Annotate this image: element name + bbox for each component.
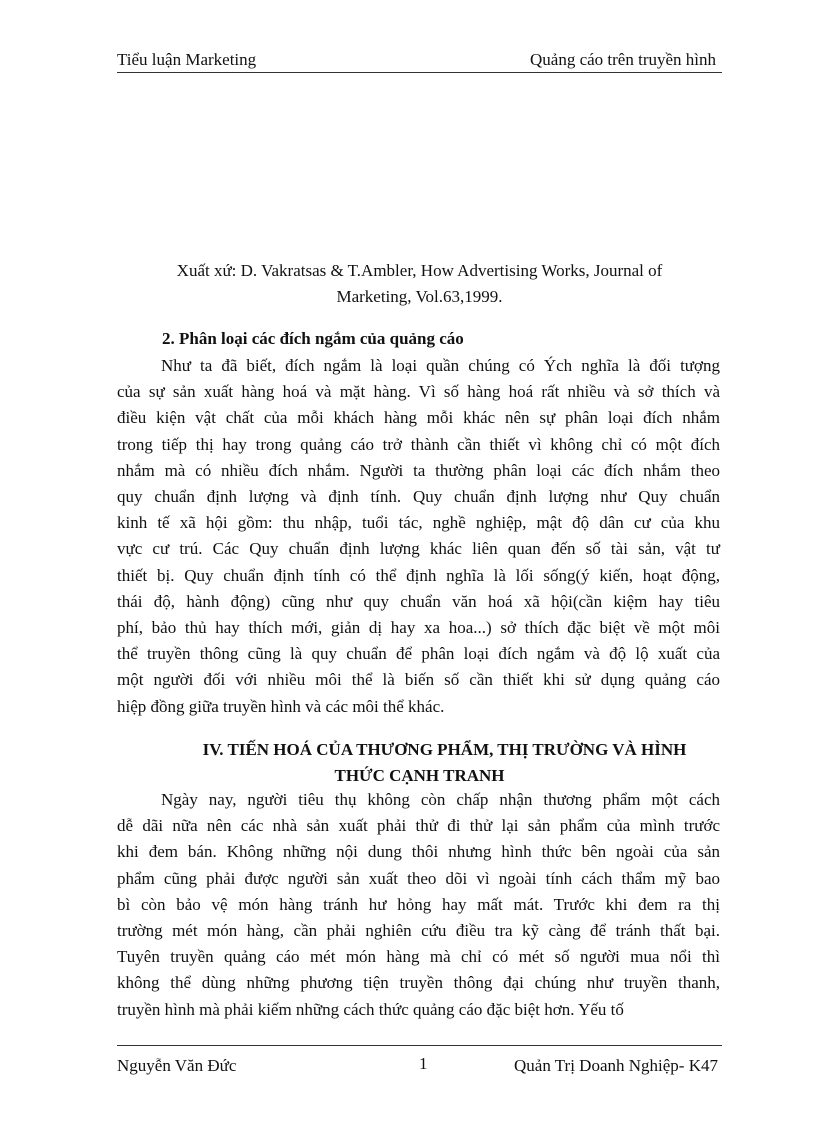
header-left: Tiểu luận Marketing [117,50,257,69]
text-line: nhắm mà có nhiều đích nhắm. Người ta thường phân loại các đích nhắm theo [117,460,720,480]
text-line: thái độ, hành động) cũng như quy chuẩn văn hoá xã hội(cần kiệm hay tiêu [117,591,720,611]
page-footer [117,1045,722,1076]
text-line: một người đối với nhiều môi thể là biến số cần thiết khi sử dụng quảng cáo [117,670,720,690]
source-line-1: Xuất xứ: D. Vakratsas & T.Ambler, How Advertising Works, Journal of [176,261,663,280]
text-line: Như ta đã biết, đích ngắm là loại quần chúng có Ých nghĩa là đối tượng [161,356,720,375]
text-line: hiệp đồng giữa truyền hình và các môi thể khác. [117,696,445,716]
footer-author: Nguyễn Văn Đức [117,1056,237,1075]
text-line: trong tiếp thị hay trong quảng cáo trở thành cần thiết vì không chỉ có một đích [117,434,720,454]
header-right: Quảng cáo trên truyền hình [530,50,716,69]
page-header [117,48,722,73]
section-4-paragraph [117,787,720,1023]
text-line: phí, bảo thủ hay thích mới, giản dị hay xa hoa...) sở thích đặc biệt về một môi [117,618,720,638]
text-line: Tuyên truyền quảng cáo mét món hàng mà chỉ có mét số người mua nổi thì [117,947,720,967]
section-2-heading: 2. Phân loại các đích ngắm của quảng cáo [162,329,464,348]
text-line: phẩm cũng phải được người sản xuất theo dõi vì ngoài tính cách thẩm mỹ bao [117,868,720,888]
source-citation [117,258,722,310]
text-line: khi đem bán. Không những nội dung thôi nhưng hình thức bên ngoài của sản [117,842,720,862]
text-line: trường mét món hàng, cần phải nghiên cứu điều tra kỹ càng để tránh thất bại. [117,921,720,941]
text-line: điều kiện vật chất của mỗi khách hàng mỗi khác nên sự phân loại đích nhắm [117,408,720,428]
text-line: của sự sản xuất hàng hoá và mặt hàng. Vì số hàng hoá rất nhiều và sở thích và [117,382,720,402]
text-line: quy chuẩn định lượng và định tính. Quy chuẩn định lượng như Quy chuẩn [117,487,720,507]
text-line: thể truyền thông cũng là quy chuẩn để phân loại đích ngắm và độ lộ xuất của [117,644,720,664]
section-4-heading [117,737,722,789]
page-number: 1 [419,1054,428,1073]
text-line: không thể dùng những phương tiện truyền thông đại chúng như truyền thanh, [117,973,720,993]
text-line: Ngày nay, người tiêu thụ không còn chấp nhận thương phẩm một cách [161,790,720,809]
text-line: dễ dãi nữa nên các nhà sản xuất phải thử đi thử lại sản phẩm của mình trước [117,816,720,836]
text-line: truyền hình mà phải kiếm những cách thức quảng cáo đặc biệt hơn. Yếu tố [117,999,624,1019]
text-line: thiết bị. Quy chuẩn định tính có thể định nghĩa là lối sống(ý kiến, hoạt động, [117,565,720,585]
section-4-heading-line-1: IV. TIẾN HOÁ CỦA THƯƠNG PHẨM, THỊ TRƯỜNG VÀ HÌNH [202,740,687,759]
text-line: vực cư trú. Các Quy chuẩn định lượng khác liên quan đến số tài sản, vật tư [117,539,720,559]
text-line: bì còn bảo vệ món hàng tránh hư hỏng hay mất mát. Trước khi đem ra thị [117,894,720,914]
footer-course: Quản Trị Doanh Nghiệp- K47 [514,1056,718,1075]
text-line: kinh tế xã hội gồm: thu nhập, tuổi tác, nghề nghiệp, mật độ dân cư của khu [117,513,720,533]
section-4-heading-line-2: THỨC CẠNH TRANH [334,766,505,785]
section-2-paragraph [117,353,720,720]
source-line-2: Marketing, Vol.63,1999. [336,287,503,306]
